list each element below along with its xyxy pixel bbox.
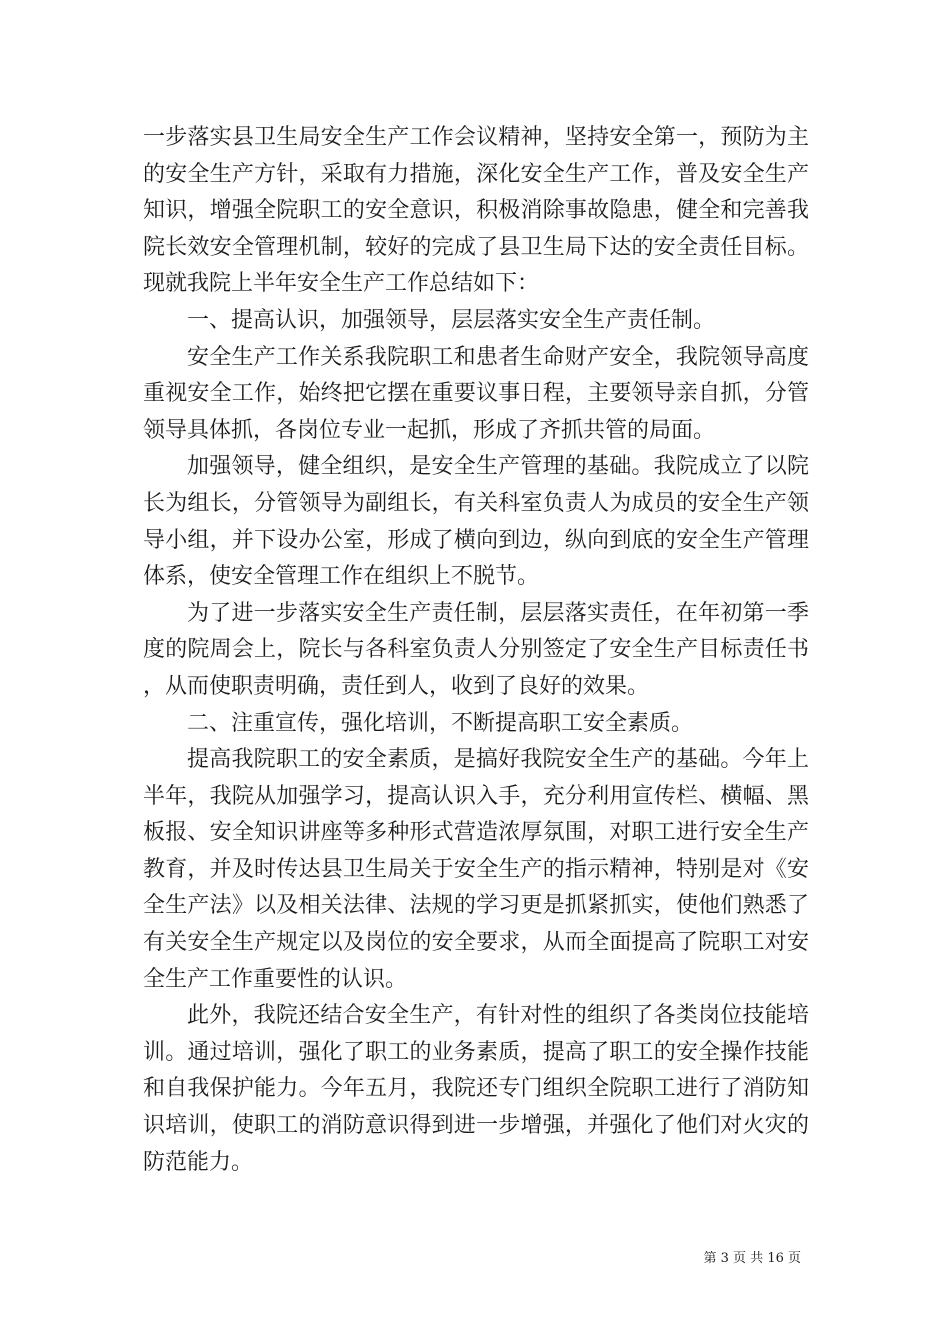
paragraph: 为了进一步落实安全生产责任制，层层落实责任，在年初第一季度的院周会上，院长与各科室负责人分别签定了安全生产目标责任书，从而使职责明确，责任到人，收到了良好的效果。 — [143, 600, 809, 699]
paragraph: 加强领导，健全组织，是安全生产管理的基础。我院成立了以院长为组长，分管领导为副组长，有关科室负责人为成员的安全生产领导小组，并下设办公室，形成了横向到边，纵向到底的安全生产管理体系，使安全管理工作在组织上不脱节。 — [143, 454, 809, 590]
page-number: 第 3 页 共 16 页 — [703, 1251, 801, 1266]
section-heading: 一、提高认识，加强领导，层层落实安全生产责任制。 — [187, 307, 716, 333]
paragraph: 提高我院职工的安全素质，是搞好我院安全生产的基础。今年上半年，我院从加强学习，提高认识入手，充分利用宣传栏、横幅、黑板报、安全知识讲座等多种形式营造浓厚氛围，对职工进行安全生产教育，并及时传达县卫生局关于安全生产的指示精神，特别是对《安全生产法》以及相关法律、法规的学习更是抓紧抓实，使他们熟悉了有关安全生产规定以及岗位的安全要求，从而全面提高了院职工对安全生产工作重要性的认识。 — [143, 747, 809, 992]
paragraph: 安全生产工作关系我院职工和患者生命财产安全，我院领导高度重视安全工作，始终把它摆在重要议事日程，主要领导亲自抓，分管领导具体抓，各岗位专业一起抓，形成了齐抓共管的局面。 — [143, 344, 809, 443]
paragraph: 一步落实县卫生局安全生产工作会议精神，坚持安全第一，预防为主的安全生产方针，采取有力措施，深化安全生产工作，普及安全生产知识，增强全院职工的安全意识，积极消除事故隐患，健全和完善我院长效安全管理机制，较好的完成了县卫生局下达的安全责任目标。现就我院上半年安全生产工作总结如下： — [143, 125, 809, 297]
paragraph: 此外，我院还结合安全生产，有针对性的组织了各类岗位技能培训。通过培训，强化了职工的业务素质，提高了职工的安全操作技能和自我保护能力。今年五月，我院还专门组织全院职工进行了消防知识培训，使职工的消防意识得到进一步增强，并强化了他们对火灾的防范能力。 — [143, 1003, 809, 1175]
section-heading: 二、注重宣传，强化培训，不断提高职工安全素质。 — [187, 710, 694, 736]
document-body — [143, 120, 809, 1181]
